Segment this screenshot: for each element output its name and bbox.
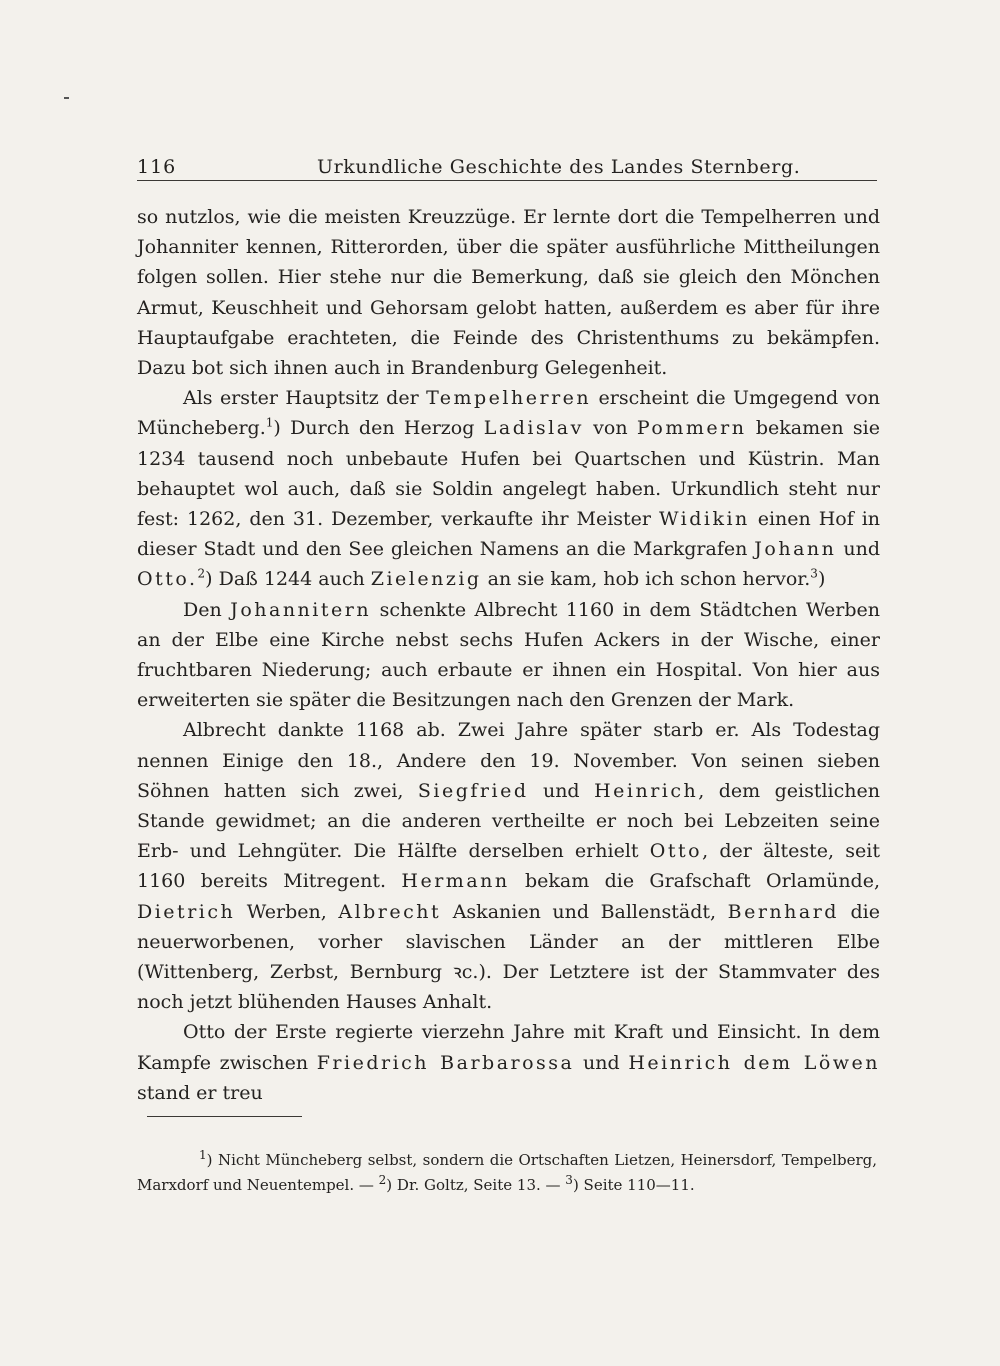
spaced-name: Siegfried [417,779,529,802]
spaced-name: Tempelherren [426,387,592,410]
paragraph-5 [137,1017,880,1108]
footnote-2: ) Dr. Goltz, Seite 13. — [386,1176,566,1194]
running-title: Urkundliche Geschichte des Landes Sternberg. [317,156,801,178]
footnote-ref-2: 2 [197,567,206,582]
footnote-1: ) Nicht Müncheberg selbst, sondern die Ortschaften Lietzen, Heinersdorf, Tempelberg, Marxdorf und Neuentempel. — [137,1151,877,1194]
footnote-rule [147,1116,302,1117]
footnote-text [137,1148,877,1198]
page-number: 116 [137,156,177,178]
footnote-1-marker: 1 [199,1148,207,1162]
spaced-name: Ladislav [483,417,584,440]
text-run: bekamen sie 1234 tausend noch unbebaute Hufen bei Quartschen und Küstrin. Man behauptet wol auch, daß sie Soldin angelegt haben. Urkundlich steht nur fest: 1262, den 31. Dezember, verkaufte ihr Meister [137,417,880,531]
text-run: Den [183,598,231,621]
text-run: ) Durch den Herzog [273,417,484,440]
text-run: und [574,1051,629,1074]
spaced-name: Hermann [401,870,510,893]
footnote-2-marker: 2 [378,1173,387,1187]
text-run: die neuerworbenen, vorher slavischen Länder an der mittleren Elbe (Wittenberg, Zerbst, Bernburg ꝛc.). Der Letztere ist der Stammvater des noch jetzt blühenden Hauses Anhalt. [137,900,880,1014]
text-run: ) [817,568,826,591]
spaced-name: Otto. [137,568,198,591]
text-run: und [836,538,880,561]
text-run: Werben, [235,900,339,923]
body-text [137,202,880,1108]
footnote-3: ) Seite 110—11. [572,1176,695,1194]
text-run: Askanien und Ballenstädt, [441,900,728,923]
paragraph-1-text: so nutzlos, wie die meisten Kreuzzüge. Er lernte dort die Tempelherren und Johanniter kennen, Ritterorden, über die später ausführliche Mittheilungen folgen sollen. Hier stehe nur die Bemerkung, daß sie gleich den Mönchen Armut, Keuschheit und Gehorsam gelobt hatten, außerdem es aber für ihre Hauptaufgabe erachteten, die Feinde des Christenthums zu bekämpfen. Dazu bot sich ihnen auch in Brandenburg Gelegenheit. [137,206,880,380]
spaced-name: Heinrich dem Löwen [628,1051,881,1074]
text-run: Albrecht dankte 1168 ab. Zwei Jahre später starb er. Als Todestag nennen Einige den 18., Andere den 19. November. Von seinen sieben Söhnen hatten sich zwei, [137,719,880,802]
paragraph-1 [137,202,880,383]
paragraph-3 [137,595,880,716]
footnote-ref-3: 3 [810,567,818,582]
spaced-name: Pommern [636,417,747,440]
footnote-3-marker: 3 [565,1173,573,1187]
text-run: , der älteste, seit 1160 bereits Mitregent. [137,840,880,893]
spaced-name: Widikin [658,508,750,531]
text-run: ) Daß 1244 auch [205,568,371,591]
scan-speck [64,97,69,99]
text-run: Als erster Hauptsitz der [183,387,427,410]
spaced-name: Albrecht [338,900,442,923]
text-run: erscheint die Umgegend von Müncheberg. [137,387,880,440]
text-run: an sie kam, hob ich schon hervor. [481,568,811,591]
text-run: bekam die Grafschaft Orlamünde, [509,870,880,893]
paragraph-4 [137,715,880,1017]
footnotes [137,1148,877,1198]
text-run: schenkte Albrecht 1160 in dem Städtchen Werben an der Elbe eine Kirche nebst sechs Hufen Ackers in der Wische, einer fruchtbaren Niederung; auch erbaute er ihnen ein Hospital. Von hier aus erweiterten sie später die Besitzungen nach den Grenzen der Mark. [137,598,880,712]
footnote-ref-1: 1 [265,416,274,431]
text-run: von [583,417,637,440]
spaced-name: Bernhard [727,900,839,923]
text-run: und [528,779,595,802]
spaced-name: Dietrich [137,900,236,923]
text-run: Otto der Erste regierte vierzehn Jahre mit Kraft und Einsicht. In dem Kampfe zwischen [137,1021,880,1074]
text-run: stand er treu [137,1081,263,1104]
paragraph-2 [137,383,880,594]
spaced-name: Zielenzig [370,568,482,591]
header-rule [137,180,877,181]
text-run: , dem geistlichen Stande gewidmet; an die anderen vertheilte er noch bei Lebzeiten seine Erb- und Lehngüter. Die Hälfte derselben erhielt [137,779,880,863]
text-run: einen Hof in dieser Stadt und den See gleichen Namens an die Markgrafen [137,508,881,561]
spaced-name: Otto [649,840,703,863]
spaced-name: Johannitern [230,598,372,621]
spaced-name: Heinrich [594,779,699,802]
spaced-name: Friedrich Barbarossa [316,1051,575,1074]
spaced-name: Johann [754,538,837,561]
